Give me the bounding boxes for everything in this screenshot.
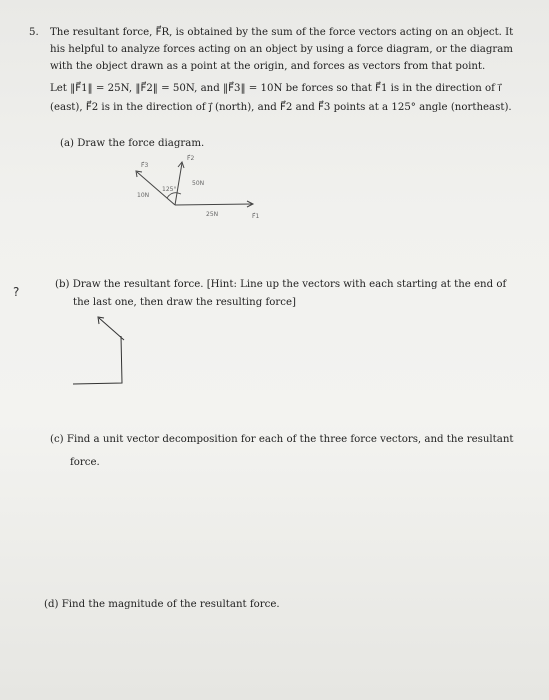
label-f1: F⃗1 xyxy=(252,213,260,220)
resultant-sketch-2 xyxy=(99,318,124,340)
problem-line-5: (east), F⃗2 is in the direction of j⃗ (north), and F⃗2 and F⃗3 points at a 125° angle (northeast). xyxy=(50,102,512,113)
part-a-prompt: (a) Draw the force diagram. xyxy=(60,138,205,149)
label-angle: 125° xyxy=(162,186,177,193)
angle-arc xyxy=(167,193,181,198)
problem-line-4: Let ‖F⃗1‖ = 25N, ‖F⃗2‖ = 50N, and ‖F⃗3‖ = 10N be forces so that F⃗1 is in the direction of i⃗ xyxy=(50,83,502,94)
label-f2: F⃗2 xyxy=(187,155,195,162)
label-25n: 25N xyxy=(206,211,219,218)
part-c-prompt-1: (c) Find a unit vector decomposition for each of the three force vectors, and the resultant xyxy=(50,434,514,445)
part-b-prompt-2: the last one, then draw the resulting force] xyxy=(73,297,296,308)
problem-line-1: The resultant force, F⃗R, is obtained by the sum of the force vectors acting on an object. It xyxy=(50,27,514,38)
resultant-sketch-1 xyxy=(73,336,122,384)
margin-question-mark: ? xyxy=(13,285,20,299)
problem-number: 5. xyxy=(29,27,39,38)
part-c-prompt-2: force. xyxy=(70,457,100,468)
label-f3: F⃗3 xyxy=(141,162,149,169)
label-50n: 50N xyxy=(192,180,205,187)
label-10n: 10N xyxy=(137,192,150,199)
part-b-prompt-1: (b) Draw the resultant force. [Hint: Line up the vectors with each starting at the end of xyxy=(55,279,507,290)
problem-line-2: his helpful to analyze forces acting on an object by using a force diagram, or the diagram xyxy=(50,44,513,55)
part-d-prompt: (d) Find the magnitude of the resultant force. xyxy=(44,599,280,610)
problem-line-3: with the object drawn as a point at the origin, and forces as vectors from that point. xyxy=(50,61,486,72)
f2-vector xyxy=(175,163,182,205)
f1-vector xyxy=(175,204,252,205)
